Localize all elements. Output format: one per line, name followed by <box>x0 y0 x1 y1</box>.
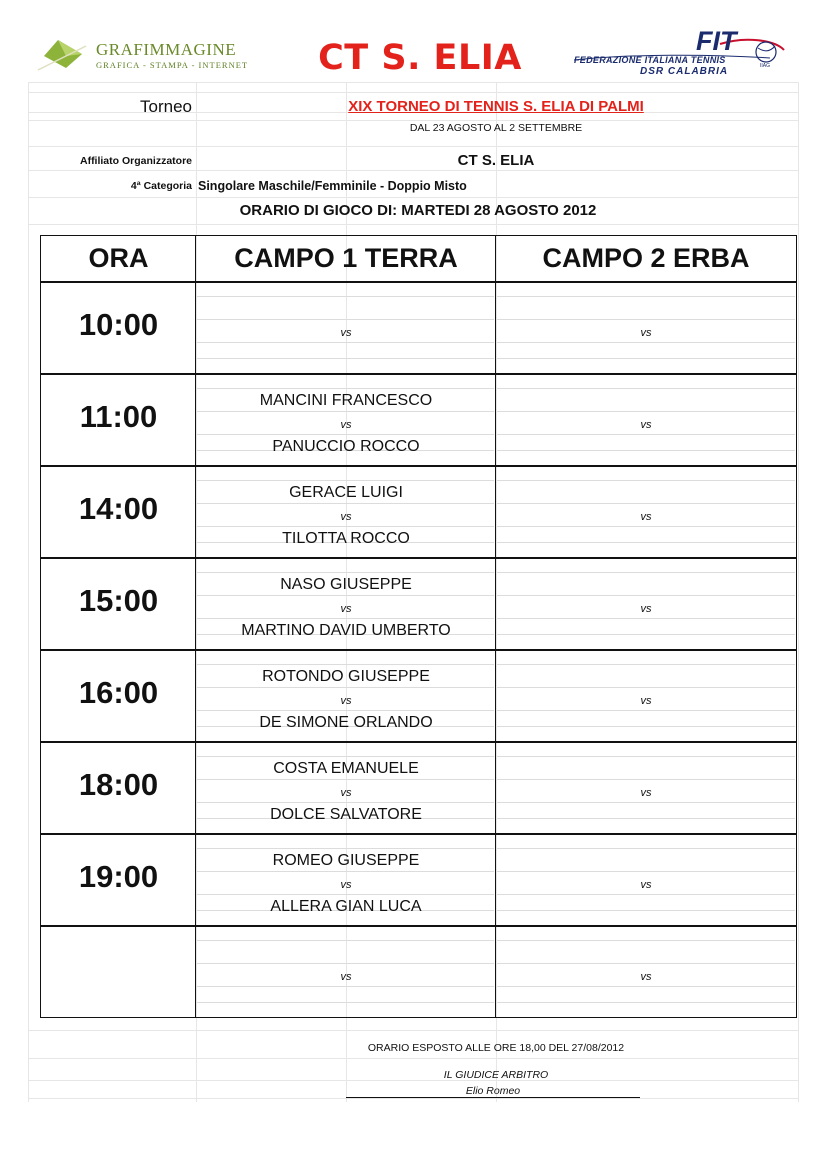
cell-subline <box>197 848 494 849</box>
time-slot: 10:00 <box>78 307 159 342</box>
cell-subline <box>497 542 795 543</box>
court-1-player-1: ROTONDO GIUSEPPE <box>262 668 430 685</box>
time-slot: 18:00 <box>78 767 159 802</box>
cell-subline <box>497 910 795 911</box>
cell-subline <box>197 595 494 596</box>
category-value: Singolare Maschile/Femminile - Doppio Misto <box>198 179 467 193</box>
fit-logo-tiny: IIAG <box>760 63 771 69</box>
cell-subline <box>497 572 795 573</box>
cell-subline <box>497 319 795 320</box>
row-divider <box>41 465 796 467</box>
cell-subline <box>497 388 795 389</box>
cell-subline <box>197 296 494 297</box>
court-2-vs-label: vs <box>640 787 652 799</box>
fit-logo-word: FIT <box>696 26 737 56</box>
judge-title: IL GIUDICE ARBITRO <box>443 1069 549 1081</box>
row-divider <box>41 741 796 743</box>
cell-subline <box>197 434 494 435</box>
schedule-title: ORARIO DI GIOCO DI: MARTEDI 28 AGOSTO 2012 <box>239 202 597 219</box>
court-2-vs-label: vs <box>640 419 652 431</box>
torneo-label: Torneo <box>140 97 192 116</box>
row-divider <box>41 281 796 283</box>
cell-subline <box>197 986 494 987</box>
cell-subline <box>497 726 795 727</box>
cell-subline <box>197 802 494 803</box>
time-slot: 16:00 <box>78 675 159 710</box>
cell-subline <box>197 342 494 343</box>
cell-subline <box>197 1002 494 1003</box>
row-divider <box>41 649 796 651</box>
grid-line <box>28 146 798 147</box>
court-1-player-2: PANUCCIO ROCCO <box>272 438 420 455</box>
cell-subline <box>197 687 494 688</box>
brand-tagline: GRAFICA - STAMPA - INTERNET <box>96 60 249 70</box>
row-divider <box>41 833 796 835</box>
time-slot: 19:00 <box>78 859 159 894</box>
grid-line <box>798 82 799 1102</box>
cell-subline <box>497 618 795 619</box>
cell-subline <box>497 434 795 435</box>
court-2-vs-label: vs <box>640 603 652 615</box>
cell-subline <box>197 871 494 872</box>
court-1-player-2: DE SIMONE ORLANDO <box>259 714 433 731</box>
court-1-player-1: NASO GIUSEPPE <box>280 576 412 593</box>
grid-line <box>28 120 798 121</box>
grid-line <box>28 1098 798 1099</box>
cell-subline <box>497 1002 795 1003</box>
court-1-player-1: GERACE LUIGI <box>289 484 403 501</box>
court-2-vs-label: vs <box>640 511 652 523</box>
cell-subline <box>497 450 795 451</box>
cell-subline <box>497 710 795 711</box>
row-divider <box>41 925 796 927</box>
cell-subline <box>197 963 494 964</box>
cell-subline <box>197 664 494 665</box>
cell-subline <box>497 664 795 665</box>
court-1-vs-label: vs <box>340 695 352 707</box>
cell-subline <box>497 779 795 780</box>
court-1-vs-label: vs <box>340 971 352 983</box>
cell-subline <box>197 411 494 412</box>
cell-subline <box>497 818 795 819</box>
court-2-vs-label: vs <box>640 879 652 891</box>
time-slot: 15:00 <box>78 583 159 618</box>
grid-line <box>28 1058 798 1059</box>
affiliate-value: CT S. ELIA <box>457 152 535 169</box>
brand-name: GRAFIMMAGINE <box>96 40 237 59</box>
signature-line <box>346 1097 640 1098</box>
club-title: CT S. ELIA <box>318 38 522 78</box>
court-1-player-1: MANCINI FRANCESCO <box>259 392 433 409</box>
cell-subline <box>497 756 795 757</box>
court-1-player-1: COSTA EMANUELE <box>273 760 419 777</box>
row-divider <box>41 373 796 375</box>
court-1-vs-label: vs <box>340 511 352 523</box>
court-1-vs-label: vs <box>340 879 352 891</box>
cell-subline <box>497 526 795 527</box>
court-1-vs-label: vs <box>340 603 352 615</box>
cell-subline <box>497 940 795 941</box>
court-1-player-2: ALLERA GIAN LUCA <box>270 898 422 915</box>
fit-logo-line1: FEDERAZIONE ITALIANA TENNIS <box>574 55 726 65</box>
grafimmagine-logo <box>36 36 96 76</box>
cell-subline <box>497 296 795 297</box>
court-1-player-2: TILOTTA ROCCO <box>282 530 410 547</box>
court-2-vs-label: vs <box>640 971 652 983</box>
cell-subline <box>497 503 795 504</box>
cell-subline <box>197 526 494 527</box>
cell-subline <box>197 618 494 619</box>
cell-subline <box>197 779 494 780</box>
cell-subline <box>197 940 494 941</box>
cell-subline <box>197 388 494 389</box>
cell-subline <box>197 572 494 573</box>
court-1-vs-label: vs <box>340 787 352 799</box>
cell-subline <box>197 358 494 359</box>
grid-line <box>28 82 29 1102</box>
schedule-table <box>40 235 797 1018</box>
tournament-name: XIX TORNEO DI TENNIS S. ELIA DI PALMI <box>348 98 644 115</box>
header-campo-1: CAMPO 1 TERRA <box>234 243 458 273</box>
cell-subline <box>497 848 795 849</box>
cell-subline <box>197 480 494 481</box>
header-ora: ORA <box>88 243 149 273</box>
grid-line <box>28 82 798 83</box>
court-1-player-2: MARTINO DAVID UMBERTO <box>241 622 451 639</box>
cell-subline <box>197 894 494 895</box>
time-slot: 14:00 <box>78 491 159 526</box>
cell-subline <box>497 595 795 596</box>
cell-subline <box>497 634 795 635</box>
grid-line <box>28 1030 798 1031</box>
cell-subline <box>497 802 795 803</box>
cell-subline <box>497 480 795 481</box>
row-divider <box>41 557 796 559</box>
affiliate-label: Affiliato Organizzatore <box>79 155 192 167</box>
cell-subline <box>497 986 795 987</box>
cell-subline <box>197 503 494 504</box>
cell-subline <box>497 358 795 359</box>
cell-subline <box>497 894 795 895</box>
court-1-player-1: ROMEO GIUSEPPE <box>272 852 420 869</box>
cell-subline <box>197 710 494 711</box>
tournament-dates: DAL 23 AGOSTO AL 2 SETTEMBRE <box>409 122 583 134</box>
court-1-vs-label: vs <box>340 327 352 339</box>
cell-subline <box>497 411 795 412</box>
grid-line <box>28 92 798 93</box>
cell-subline <box>497 963 795 964</box>
header-campo-2: CAMPO 2 ERBA <box>542 243 750 273</box>
grid-line <box>28 197 798 198</box>
court-2-vs-label: vs <box>640 695 652 707</box>
grid-line <box>28 224 798 225</box>
judge-name: Elio Romeo <box>465 1085 521 1097</box>
category-label: 4ª Categoria <box>130 180 192 192</box>
cell-subline <box>497 342 795 343</box>
court-1-player-2: DOLCE SALVATORE <box>270 806 422 823</box>
grid-line <box>28 170 798 171</box>
court-2-vs-label: vs <box>640 327 652 339</box>
cell-subline <box>197 756 494 757</box>
cell-subline <box>497 687 795 688</box>
cell-subline <box>197 319 494 320</box>
court-1-vs-label: vs <box>340 419 352 431</box>
posted-note: ORARIO ESPOSTO ALLE ORE 18,00 DEL 27/08/2012 <box>367 1042 625 1054</box>
fit-logo-line2: DSR CALABRIA <box>640 66 729 77</box>
time-slot: 11:00 <box>79 399 158 434</box>
cell-subline <box>497 871 795 872</box>
leaf-logo-icon <box>36 36 96 76</box>
